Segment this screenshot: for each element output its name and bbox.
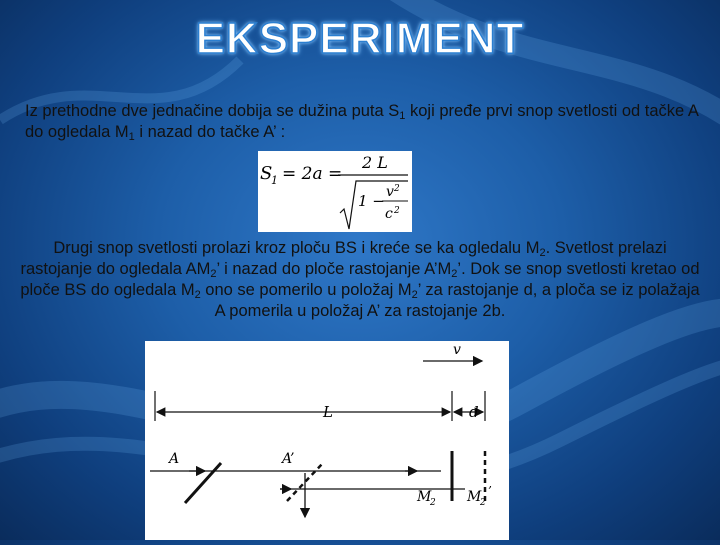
formula-one: 1 − <box>358 192 385 210</box>
label-d: d <box>469 403 479 421</box>
label-M2-prime: M <box>467 489 482 505</box>
formula-c: c <box>385 206 393 222</box>
formula-image <box>258 151 412 232</box>
paragraph-intro: Iz prethodne dve jednačine dobija se dužina puta $S_1$ koji pređe prvi snop svetlosti od tačke A do ogledala $M_1$ i nazad do tačke A’ : <box>25 102 698 143</box>
svg-text:2: 2 <box>480 498 486 508</box>
plate-A <box>185 463 221 503</box>
svg-text:2: 2 <box>430 498 436 508</box>
label-A-prime: A’ <box>282 451 295 467</box>
label-A: A <box>169 451 180 467</box>
formula-lhs: S <box>260 163 273 184</box>
experiment-diagram <box>145 341 509 540</box>
formula-numerator: 2 L <box>362 153 388 172</box>
formula-lhs-sub: 1 <box>271 174 278 187</box>
label-M2: M <box>417 489 432 505</box>
page-title: EKSPERIMENT <box>195 14 525 63</box>
formula-v-exp: 2 <box>394 184 400 194</box>
paragraph-explanation: Drugi snop svetlosti prolazi kroz ploču BS i kreće se ka ogledalu $M_2$. Svetlost prelazi rastojanje do ogledala $AM_2$’ i nazad do ploče rastojanje $A’M_2$’. Dok se snop svetlosti kretao od ploče BS do ogledala $M_2$ ono se pomerilo u položaj $M_2$’ za rastojanje d, a ploča se iz polažaja A pomerila u položaj A’ za rastojanje 2b. <box>20 239 700 320</box>
label-L: L <box>323 403 333 421</box>
velocity-label: v <box>453 342 461 358</box>
formula-c-exp: 2 <box>394 206 400 216</box>
formula-equals: = 2a = <box>282 164 343 184</box>
svg-text:’: ’ <box>488 484 492 498</box>
formula-v: v <box>386 184 394 200</box>
